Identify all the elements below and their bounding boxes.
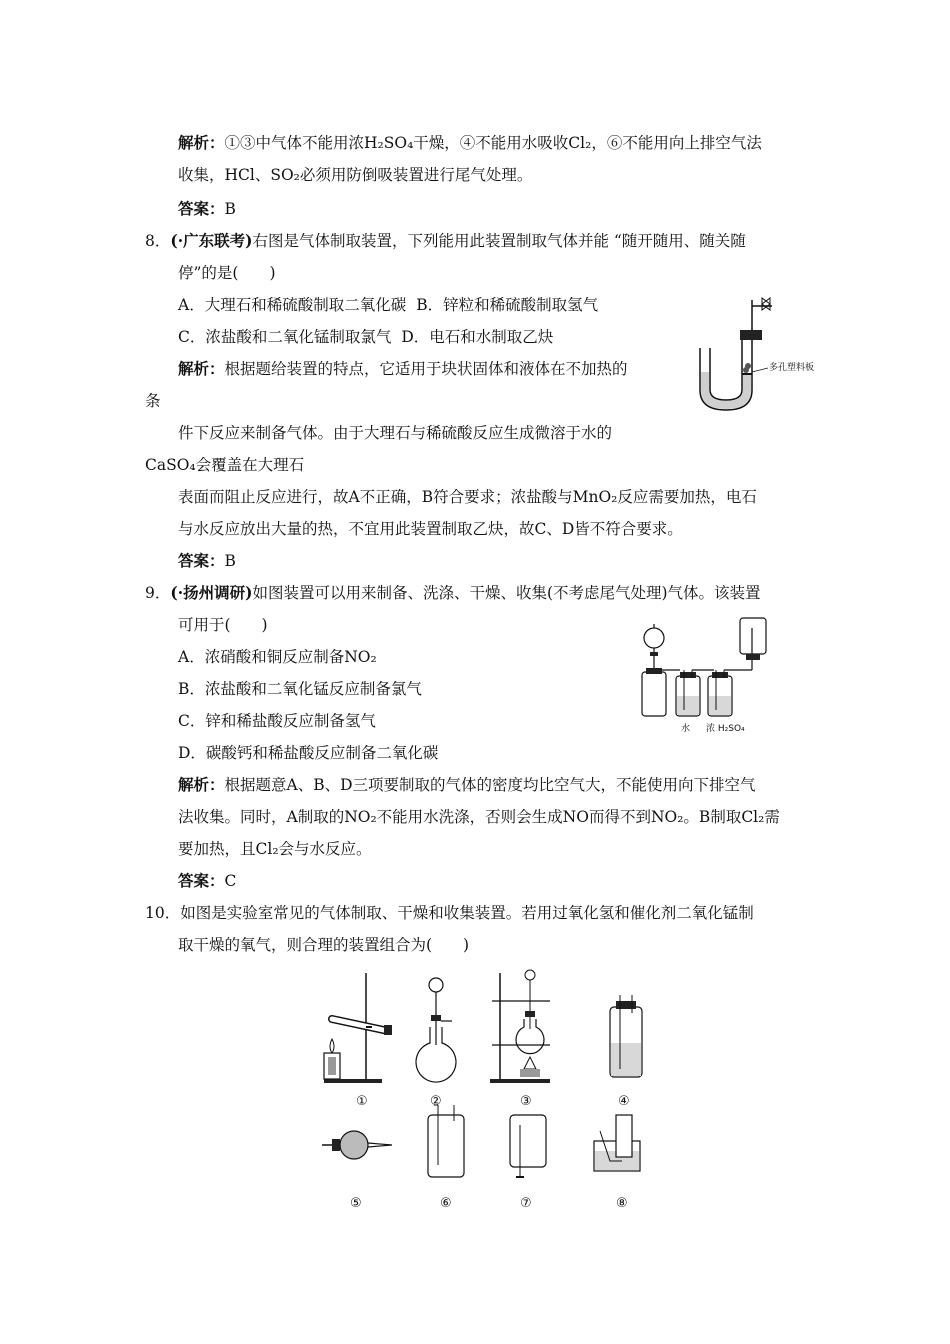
q8-u-tube-figure xyxy=(690,292,830,414)
analysis-text: 根据题意A、B、D三项要制取的气体的密度均比空气大，不能使用向下排空气 xyxy=(224,776,756,794)
apparatus-4 xyxy=(610,995,642,1077)
q8-option-c: C．浓盐酸和二氧化锰制取氯气 xyxy=(178,328,392,346)
q8-analysis xyxy=(178,359,628,379)
q10-apparatus-figure xyxy=(310,965,670,1215)
q9-source: (·扬州调研) xyxy=(170,583,253,602)
analysis-label: 解析： xyxy=(178,359,225,378)
analysis-text: 收集，HCl、SO₂必须用防倒吸装置进行尾气处理。 xyxy=(178,166,533,184)
answer-line xyxy=(178,199,236,219)
q8-stem xyxy=(145,231,746,251)
analysis-text: 法收集。同时，A制取的NO₂不能用水洗涤，否则会生成NO而得不到NO₂。B制取Cl₂需 xyxy=(178,808,780,826)
apparatus-label: ③ xyxy=(520,1094,532,1109)
apparatus-7 xyxy=(510,1115,546,1177)
analysis-label: 解析： xyxy=(178,133,225,152)
q8-options-ab xyxy=(178,295,598,315)
q10-stem-text: 如图是实验室常见的气体制取、干燥和收集装置。若用过氧化氢和催化剂二氧化锰制 xyxy=(180,904,754,922)
answer-value: B xyxy=(224,200,236,218)
apparatus-3 xyxy=(490,970,550,1083)
answer-line xyxy=(178,871,236,891)
q8-number: 8． xyxy=(145,232,171,250)
q8-options-cd xyxy=(178,327,553,347)
apparatus-2 xyxy=(416,978,456,1082)
apparatus-label: ⑥ xyxy=(440,1196,452,1211)
figure-label-acid: 浓 H₂SO₄ xyxy=(706,724,745,734)
q8-option-a: A．大理石和稀硫酸制取二氧化碳 xyxy=(178,296,407,314)
q8-stem-text: 右图是气体制取装置，下列能用此装置制取气体并能 “随开随用、随关随 xyxy=(252,232,746,250)
q9-option-a: A．浓硝酸和铜反应制备NO₂ xyxy=(178,648,377,666)
figure-label-water: 水 xyxy=(681,724,691,734)
answer-value: B xyxy=(224,552,236,570)
q8-option-b: B．锌粒和稀硫酸制取氢气 xyxy=(416,296,599,314)
apparatus-label: ⑦ xyxy=(520,1196,532,1211)
apparatus-label: ⑧ xyxy=(616,1196,628,1211)
q10-stem-text: 取干燥的氧气，则合理的装置组合为( ) xyxy=(178,936,470,954)
apparatus-label: ② xyxy=(430,1094,442,1109)
apparatus-label: ④ xyxy=(618,1094,630,1109)
q9-stem-text: 可用于( ) xyxy=(178,616,268,634)
apparatus-1 xyxy=(324,973,392,1083)
figure-label: 多孔塑料板 xyxy=(769,363,815,373)
apparatus-6 xyxy=(428,1105,464,1177)
apparatus-label: ① xyxy=(356,1094,368,1109)
apparatus-label: ⑤ xyxy=(350,1196,362,1211)
answer-label: 答案： xyxy=(178,871,225,890)
q8-source: (·广东联考) xyxy=(170,231,253,250)
q9-stem xyxy=(145,583,761,603)
answer-line xyxy=(178,551,236,571)
q10-stem xyxy=(145,903,754,923)
analysis-line xyxy=(178,133,762,153)
q9-stem-text: 如图装置可以用来制备、洗涤、干燥、收集(不考虑尾气处理)气体。该装置 xyxy=(252,584,761,602)
q8-option-d: D．电石和水制取乙炔 xyxy=(401,328,554,346)
apparatus-8 xyxy=(594,1115,640,1171)
apparatus-5 xyxy=(322,1131,392,1159)
analysis-text: 根据题给装置的特点，它适用于块状固体和液体在不加热的 xyxy=(224,360,628,378)
analysis-text: 与水反应放出大量的热，不宜用此装置制取乙炔，故C、D皆不符合要求。 xyxy=(178,520,683,538)
answer-value: C xyxy=(224,872,237,890)
answer-label: 答案： xyxy=(178,199,225,218)
answer-label: 答案： xyxy=(178,551,225,570)
q9-option-c: C．锌和稀盐酸反应制备氢气 xyxy=(178,712,376,730)
analysis-text: 件下反应来制备气体。由于大理石与稀硫酸反应生成微溶于水的 xyxy=(178,424,613,442)
q8-stem-text: 停”的是( ) xyxy=(178,264,276,282)
analysis-text: 表面而阻止反应进行，故A不正确，B符合要求；浓盐酸与MnO₂反应需要加热，电石 xyxy=(178,488,757,506)
q9-option-d: D．碳酸钙和稀盐酸反应制备二氧化碳 xyxy=(178,744,439,762)
analysis-label: 解析： xyxy=(178,775,225,794)
q9-option-b: B．浓盐酸和二氧化锰反应制备氯气 xyxy=(178,680,422,698)
q9-analysis xyxy=(178,775,756,795)
analysis-text: CaSO₄会覆盖在大理石 xyxy=(145,456,305,474)
q9-number: 9． xyxy=(145,584,171,602)
q10-number: 10． xyxy=(145,904,181,922)
analysis-text: 条 xyxy=(145,392,161,410)
analysis-text: ①③中气体不能用浓H₂SO₄干燥，④不能用水吸收Cl₂，⑥不能用向上排空气法 xyxy=(224,134,762,152)
q9-apparatus-figure xyxy=(632,614,782,738)
analysis-text: 要加热，且Cl₂会与水反应。 xyxy=(178,840,372,858)
